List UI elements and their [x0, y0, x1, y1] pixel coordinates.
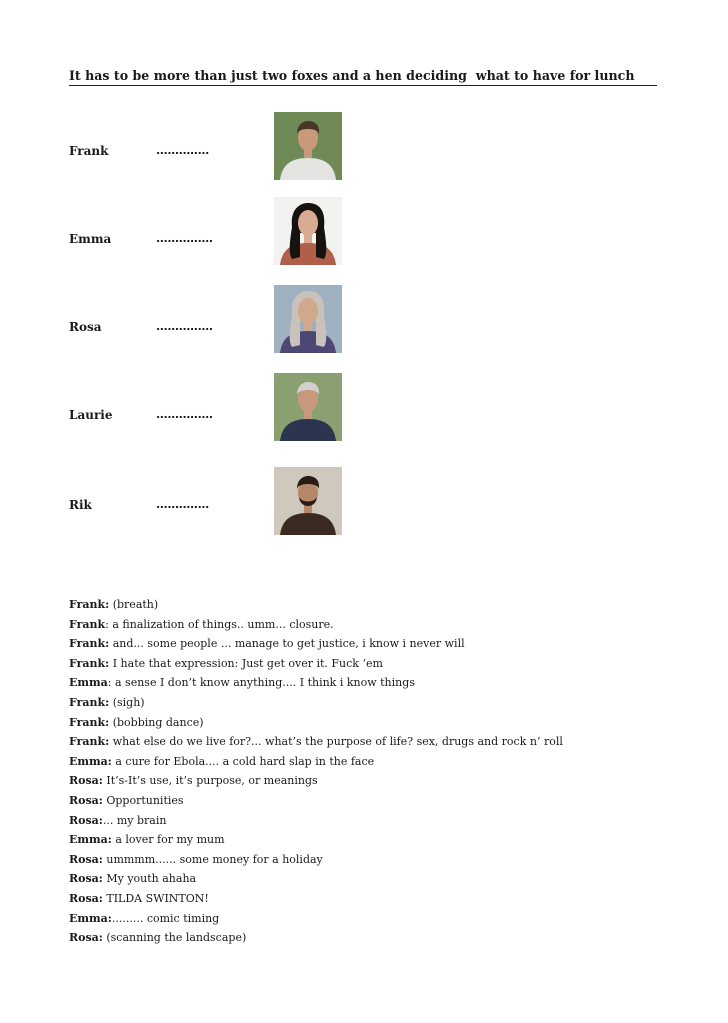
portrait-photo: [274, 112, 342, 180]
dialogue-text: and... some people ... manage to get justice, i know i never will: [109, 637, 465, 651]
portrait-photo: [274, 285, 342, 353]
speaker-name: Rosa:: [69, 891, 103, 905]
dialogue-line: [69, 869, 689, 889]
dialogue-text: (scanning the landscape): [102, 931, 247, 945]
portrait-photo: [274, 373, 342, 441]
speaker-name: Rosa:: [69, 793, 103, 807]
cast-name: Rosa: [69, 320, 102, 334]
cast-name: Rik: [69, 498, 92, 512]
speaker-name: Emma:: [69, 754, 112, 768]
dialogue-text: (breath): [109, 598, 159, 611]
cast-row-laurie: [0, 373, 728, 443]
dialogue-line: [69, 791, 689, 811]
speaker-name: Frank:: [69, 715, 110, 729]
dialogue-line: [69, 595, 689, 615]
speaker-name: Rosa:: [69, 813, 103, 827]
cast-row-rik: [0, 467, 728, 537]
dialogue-line: [69, 654, 689, 674]
cast-row-rosa: [0, 285, 728, 355]
dialogue-text: (bobbing dance): [109, 715, 204, 729]
cast-dots: ...............: [156, 320, 213, 333]
speaker-name: Rosa:: [69, 872, 103, 886]
dialogue-text: TILDA SWINTON!: [102, 891, 209, 905]
cast-dots: ..............: [156, 498, 209, 511]
speaker-name: Rosa:: [69, 931, 103, 945]
cast-dots: ..............: [156, 144, 209, 157]
cast-name: Emma: [69, 232, 112, 246]
dialogue-text: My youth ahaha: [102, 872, 197, 886]
dialogue-line: [69, 889, 689, 909]
dialogue-text: I hate that expression: Just get over it. Fuck ‘em: [109, 656, 383, 670]
dialogue-text: ......... comic timing: [111, 911, 220, 925]
dialogue-list: [69, 595, 689, 948]
dialogue-text: what else do we live for?... what’s the purpose of life? sex, drugs and rock n’ roll: [109, 735, 563, 749]
dialogue-text: Opportunities: [102, 793, 184, 807]
speaker-name: Rosa:: [69, 774, 103, 788]
portrait-photo: [274, 197, 342, 265]
cast-dots: ...............: [156, 408, 213, 421]
speaker-name: Frank:: [69, 637, 110, 651]
dialogue-line: [69, 713, 689, 733]
speaker-name: Frank:: [69, 656, 110, 670]
dialogue-line: [69, 752, 689, 772]
dialogue-text: ... my brain: [102, 813, 167, 827]
speaker-name: Frank: [69, 617, 106, 631]
cast-dots: ...............: [156, 232, 213, 245]
dialogue-line: [69, 615, 689, 635]
dialogue-text: It’s-It’s use, it’s purpose, or meanings: [102, 774, 318, 788]
page-title: It has to be more than just two foxes and a hen deciding what to have for lunch: [69, 68, 657, 86]
cast-name: Frank: [69, 144, 109, 158]
dialogue-text: a lover for my mum: [111, 833, 225, 847]
cast-name: Laurie: [69, 408, 113, 422]
speaker-name: Frank:: [69, 598, 110, 611]
dialogue-text: ummmm...... some money for a holiday: [102, 852, 323, 866]
dialogue-text: a cure for Ebola.... a cold hard slap in the face: [111, 754, 375, 768]
dialogue-line: [69, 850, 689, 870]
speaker-name: Emma:: [69, 833, 112, 847]
cast-row-frank: [0, 112, 728, 182]
dialogue-line: [69, 693, 689, 713]
dialogue-text: (sigh): [109, 695, 145, 709]
dialogue-line: [69, 673, 689, 693]
dialogue-line: [69, 634, 689, 654]
speaker-name: Emma:: [69, 911, 112, 925]
cast-row-emma: [0, 197, 728, 267]
dialogue-text: : a sense I don’t know anything.... I think i know things: [107, 676, 415, 690]
portrait-photo: [274, 467, 342, 535]
speaker-name: Frank:: [69, 695, 110, 709]
dialogue-line: [69, 732, 689, 752]
speaker-name: Emma: [69, 676, 108, 690]
dialogue-line: [69, 909, 689, 929]
dialogue-line: [69, 811, 689, 831]
dialogue-line: [69, 928, 689, 948]
speaker-name: Rosa:: [69, 852, 103, 866]
dialogue-text: : a finalization of things.. umm... closure.: [105, 617, 334, 631]
dialogue-line: [69, 830, 689, 850]
dialogue-line: [69, 771, 689, 791]
speaker-name: Frank:: [69, 735, 110, 749]
